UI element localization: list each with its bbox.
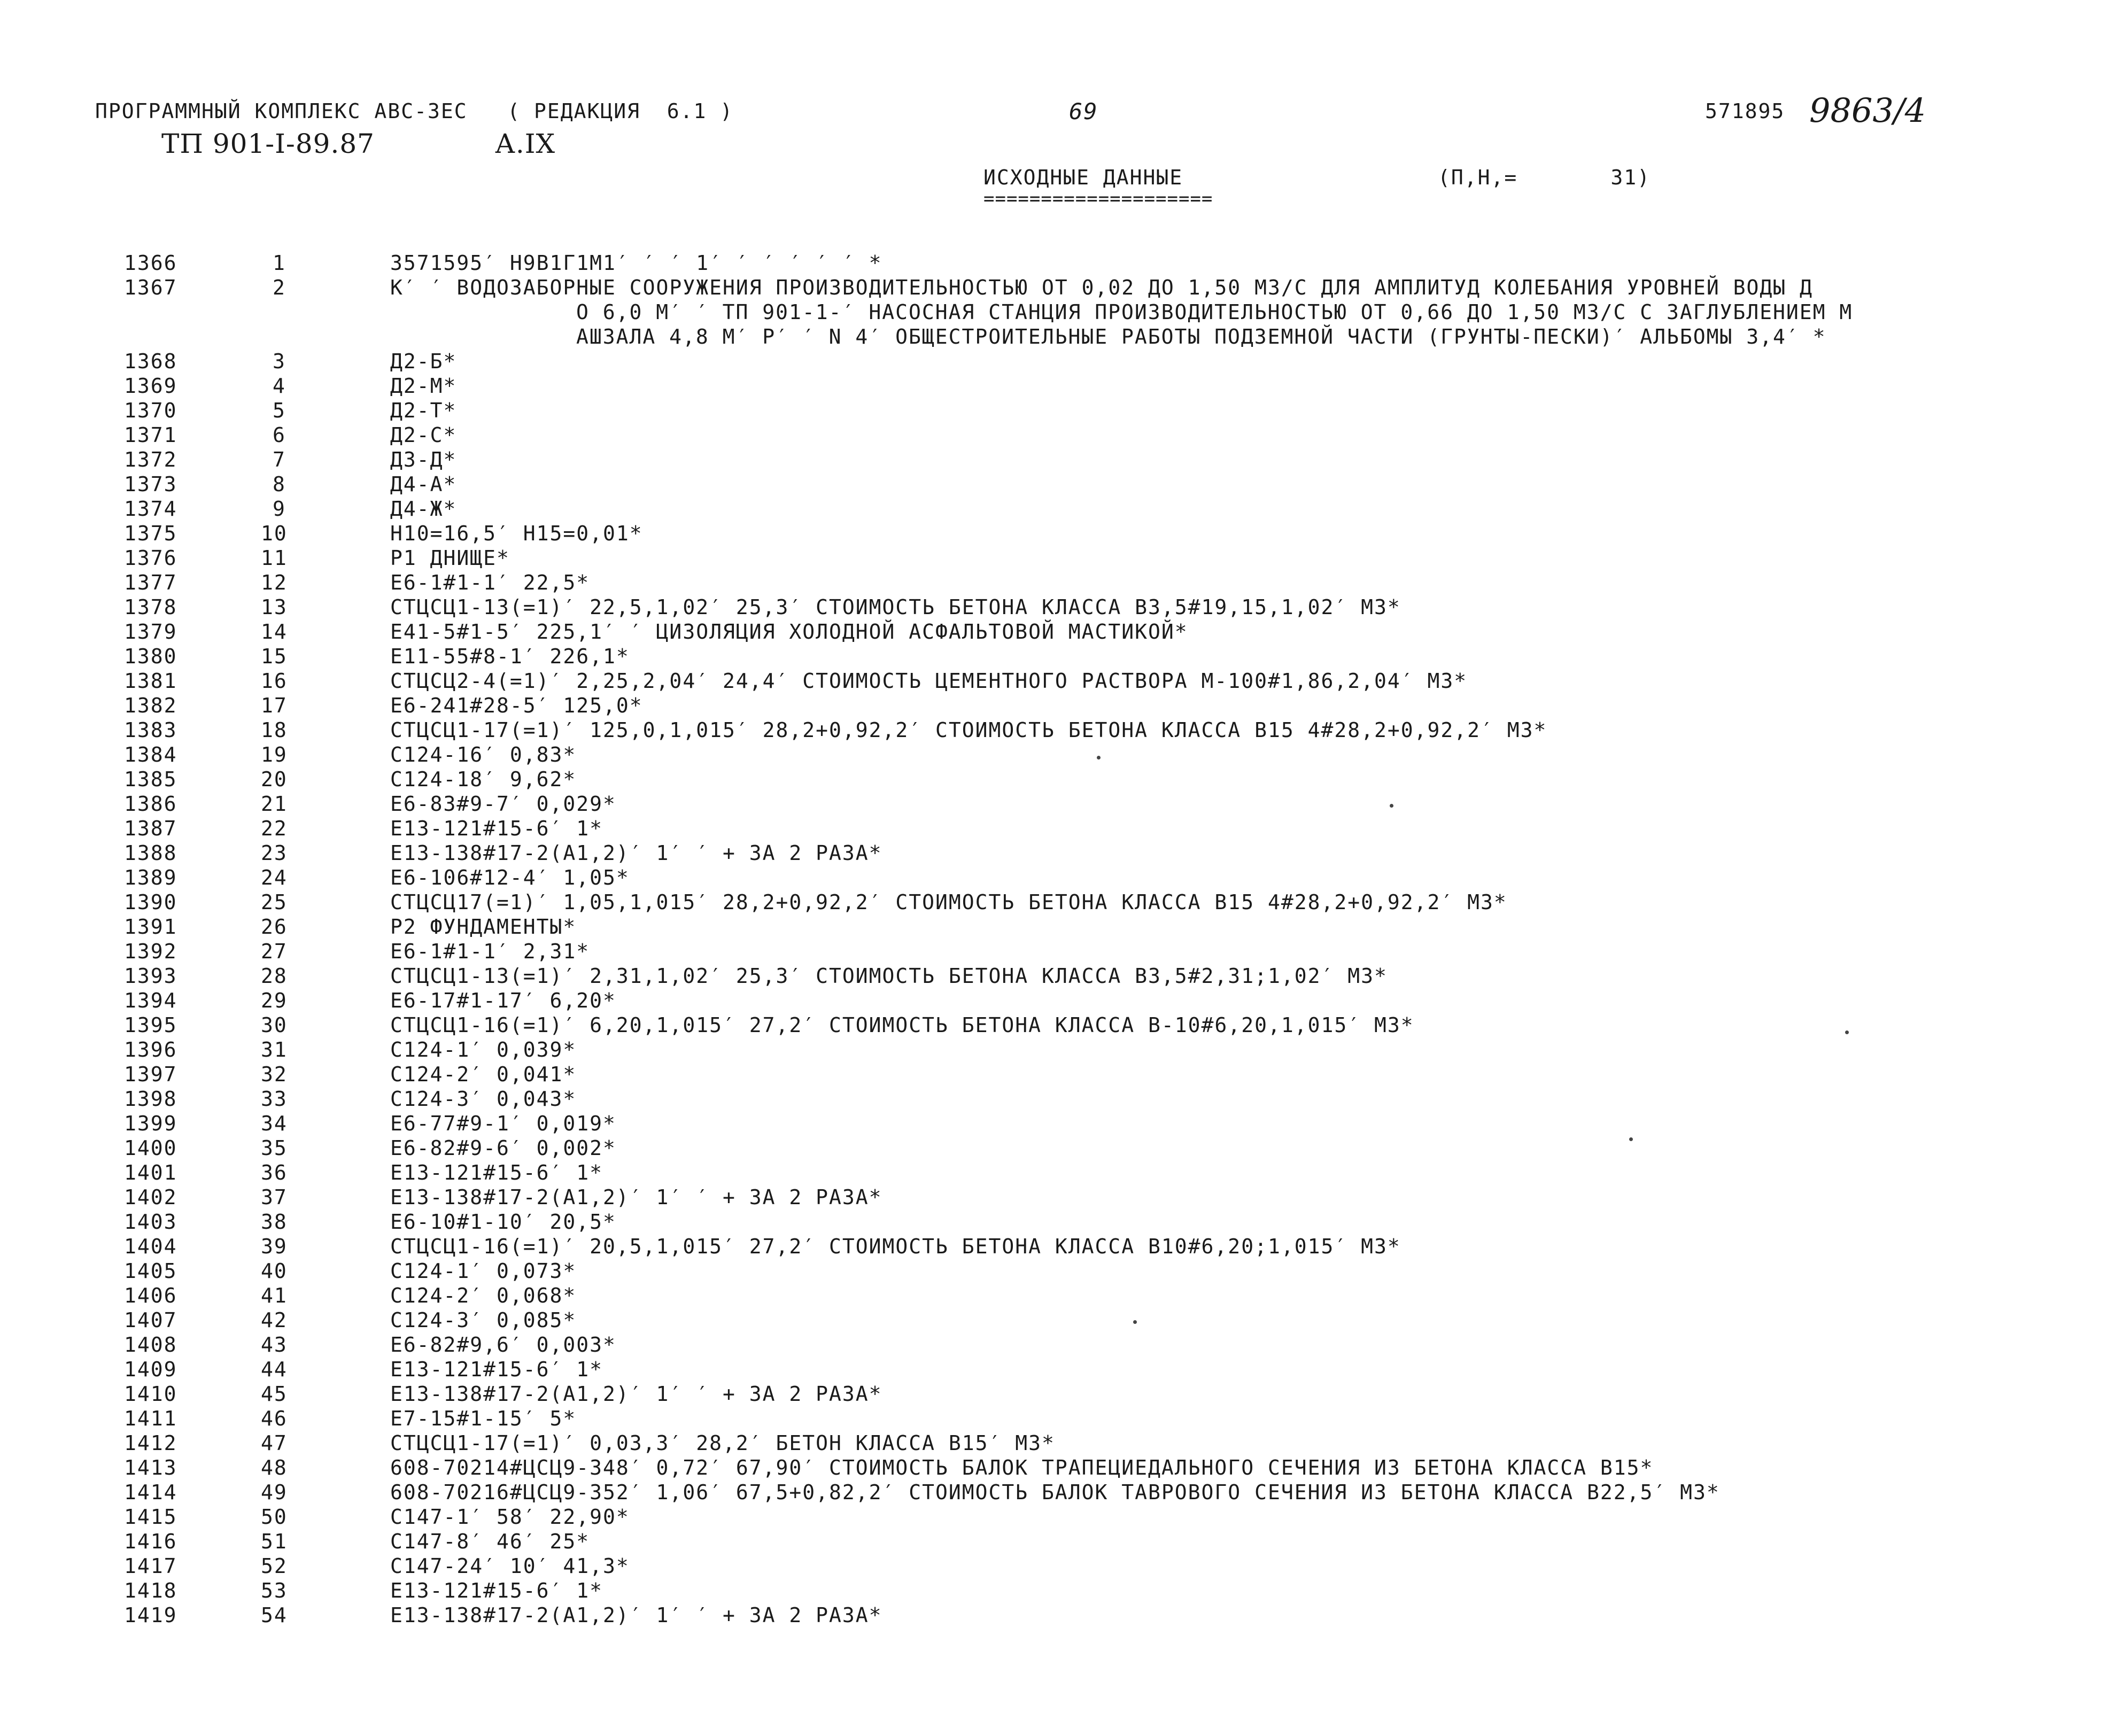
line-number: 34	[261, 1112, 288, 1135]
line-number: 41	[261, 1284, 288, 1307]
line-number: 35	[261, 1136, 288, 1160]
program-header: ПРОГРАММНЫЙ КОМПЛЕКС АВС-ЗЕС ( РЕДАКЦИЯ 6.1 )	[95, 99, 734, 123]
record-text: Е13-121#15-6′ 1*	[390, 1579, 603, 1602]
record-text: Е6-83#9-7′ 0,029*	[390, 792, 616, 816]
line-number: 31	[261, 1038, 288, 1061]
record-text: С124-16′ 0,83*	[390, 743, 577, 766]
sequence-number: 1413	[124, 1456, 177, 1479]
line-number: 1	[273, 251, 286, 275]
record-text: С124-3′ 0,085*	[390, 1308, 577, 1332]
sequence-number: 1389	[124, 866, 177, 889]
sequence-number: 1417	[124, 1554, 177, 1578]
sequence-number: 1405	[124, 1259, 177, 1283]
sequence-number: 1397	[124, 1063, 177, 1086]
line-number: 37	[261, 1185, 288, 1209]
line-number: 46	[261, 1407, 288, 1430]
sequence-number: 1394	[124, 989, 177, 1012]
line-number: 40	[261, 1259, 288, 1283]
record-text: Е6-82#9,6′ 0,003*	[390, 1333, 616, 1357]
record-text: СТЦСЦ1-16(=1)′ 20,5,1,015′ 27,2′ СТОИМОСТЬ БЕТОНА КЛАССА В10#6,20;1,015′ М3*	[390, 1235, 1401, 1258]
line-number: 2	[273, 276, 286, 299]
record-text: Д2-Б*	[390, 350, 457, 373]
print-speck	[1845, 1030, 1849, 1034]
sequence-number: 1368	[124, 350, 177, 373]
sequence-number: 1395	[124, 1013, 177, 1037]
record-text: Е13-138#17-2(А1,2)′ 1′ ′ + ЗА 2 РАЗА*	[390, 1382, 882, 1406]
record-text: Е6-17#1-17′ 6,20*	[390, 989, 616, 1012]
line-number: 28	[261, 964, 288, 988]
line-number: 4	[273, 374, 286, 398]
record-text: С147-1′ 58′ 22,90*	[390, 1505, 630, 1529]
record-text: О 6,0 М′ ′ ТП 901-1-′ НАСОСНАЯ СТАНЦИЯ ПРОИЗВОДИТЕЛЬНОСТЬЮ ОТ 0,66 ДО 1,50 М3/С С ЗАГЛУБЛЕНИЕМ М	[576, 300, 1853, 324]
record-text: Е11-55#8-1′ 226,1*	[390, 645, 630, 668]
line-number: 54	[261, 1603, 288, 1627]
sequence-number: 1402	[124, 1185, 177, 1209]
record-text: Е6-82#9-6′ 0,002*	[390, 1136, 616, 1160]
sequence-number: 1392	[124, 940, 177, 963]
sequence-number: 1418	[124, 1579, 177, 1602]
record-text: 3571595′ Н9В1Г1М1′ ′ ′ 1′ ′ ′ ′ ′ ′ *	[390, 251, 882, 275]
record-text: Е6-241#28-5′ 125,0*	[390, 694, 643, 717]
sequence-number: 1411	[124, 1407, 177, 1430]
sequence-number: 1378	[124, 595, 177, 619]
line-number: 21	[261, 792, 288, 816]
record-text: Е6-106#12-4′ 1,05*	[390, 866, 630, 889]
line-number: 48	[261, 1456, 288, 1479]
record-text: Е6-1#1-1′ 2,31*	[390, 940, 590, 963]
sequence-number: 1387	[124, 817, 177, 840]
sequence-number: 1406	[124, 1284, 177, 1307]
record-text: СТЦСЦ17(=1)′ 1,05,1,015′ 28,2+0,92,2′ СТОИМОСТЬ БЕТОНА КЛАССА В15 4#28,2+0,92,2′ М3*	[390, 890, 1507, 914]
sequence-number: 1370	[124, 399, 177, 422]
record-text: Е6-77#9-1′ 0,019*	[390, 1112, 616, 1135]
record-text: АШЗАЛА 4,8 М′ Р′ ′ N 4′ ОБЩЕСТРОИТЕЛЬНЫЕ РАБОТЫ ПОДЗЕМНОЙ ЧАСТИ (ГРУНТЫ-ПЕСКИ)′ АЛЬБОМЫ 3,4′ *	[576, 325, 1826, 348]
sequence-number: 1383	[124, 718, 177, 742]
line-number: 42	[261, 1308, 288, 1332]
record-text: Д2-М*	[390, 374, 457, 398]
record-text: С124-2′ 0,068*	[390, 1284, 577, 1307]
line-number: 3	[273, 350, 286, 373]
record-text: С124-2′ 0,041*	[390, 1063, 577, 1086]
line-number: 53	[261, 1579, 288, 1602]
handwritten-stamp: 9863/4	[1809, 91, 1926, 130]
record-text: Н10=16,5′ Н15=0,01*	[390, 522, 643, 545]
record-text: Е13-138#17-2(А1,2)′ 1′ ′ + ЗА 2 РАЗА*	[390, 1185, 882, 1209]
sequence-number: 1400	[124, 1136, 177, 1160]
line-number: 5	[273, 399, 286, 422]
line-number: 20	[261, 768, 288, 791]
line-number: 12	[261, 571, 288, 594]
document-code: 571895	[1705, 99, 1785, 123]
record-text: Д4-Ж*	[390, 497, 457, 521]
line-number: 26	[261, 915, 288, 939]
record-text: Д2-Т*	[390, 399, 457, 422]
line-number: 6	[273, 423, 286, 447]
sequence-number: 1372	[124, 448, 177, 471]
line-number: 43	[261, 1333, 288, 1357]
record-text: 608-70214#ЦСЦ9-348′ 0,72′ 67,90′ СТОИМОСТЬ БАЛОК ТРАПЕЦИЕДАЛЬНОГО СЕЧЕНИЯ ИЗ БЕТОНА КЛАССА В15*	[390, 1456, 1654, 1479]
sequence-number: 1408	[124, 1333, 177, 1357]
line-number: 49	[261, 1481, 288, 1504]
line-number: 18	[261, 718, 288, 742]
line-number: 36	[261, 1161, 288, 1184]
line-number: 30	[261, 1013, 288, 1037]
record-text: Д3-Д*	[390, 448, 457, 471]
print-speck	[1133, 1320, 1137, 1324]
sequence-number: 1403	[124, 1210, 177, 1234]
record-text: С124-18′ 9,62*	[390, 768, 577, 791]
sequence-number: 1404	[124, 1235, 177, 1258]
line-number: 10	[261, 522, 288, 545]
record-text: С147-8′ 46′ 25*	[390, 1530, 590, 1553]
line-number: 47	[261, 1431, 288, 1455]
sequence-number: 1380	[124, 645, 177, 668]
sequence-number: 1367	[124, 276, 177, 299]
record-text: СТЦСЦ1-13(=1)′ 2,31,1,02′ 25,3′ СТОИМОСТЬ БЕТОНА КЛАССА В3,5#2,31;1,02′ М3*	[390, 964, 1388, 988]
sequence-number: 1373	[124, 472, 177, 496]
record-text: СТЦСЦ1-16(=1)′ 6,20,1,015′ 27,2′ СТОИМОСТЬ БЕТОНА КЛАССА В-10#6,20,1,015′ М3*	[390, 1013, 1414, 1037]
print-speck	[1097, 756, 1101, 759]
sequence-number: 1399	[124, 1112, 177, 1135]
sequence-number: 1374	[124, 497, 177, 521]
record-text: Е13-121#15-6′ 1*	[390, 1358, 603, 1381]
line-number: 39	[261, 1235, 288, 1258]
record-text: Е13-121#15-6′ 1*	[390, 817, 603, 840]
line-number: 44	[261, 1358, 288, 1381]
line-number: 7	[273, 448, 286, 471]
sequence-number: 1398	[124, 1087, 177, 1111]
record-text: СТЦСЦ2-4(=1)′ 2,25,2,04′ 24,4′ СТОИМОСТЬ ЦЕМЕНТНОГО РАСТВОРА М-100#1,86,2,04′ М3*	[390, 669, 1468, 693]
line-number: 8	[273, 472, 286, 496]
sequence-number: 1366	[124, 251, 177, 275]
sequence-number: 1391	[124, 915, 177, 939]
sequence-number: 1415	[124, 1505, 177, 1529]
line-number: 29	[261, 989, 288, 1012]
sequence-number: 1375	[124, 522, 177, 545]
line-number: 50	[261, 1505, 288, 1529]
record-text: С124-1′ 0,073*	[390, 1259, 577, 1283]
sequence-number: 1385	[124, 768, 177, 791]
sequence-number: 1414	[124, 1481, 177, 1504]
line-number: 38	[261, 1210, 288, 1234]
record-text: Е6-10#1-10′ 20,5*	[390, 1210, 616, 1234]
sequence-number: 1369	[124, 374, 177, 398]
record-text: Е13-138#17-2(А1,2)′ 1′ ′ + ЗА 2 РАЗА*	[390, 1603, 882, 1627]
line-number: 13	[261, 595, 288, 619]
sequence-number: 1407	[124, 1308, 177, 1332]
record-text: С124-1′ 0,039*	[390, 1038, 577, 1061]
line-number: 15	[261, 645, 288, 668]
print-speck	[1629, 1137, 1633, 1141]
sequence-number: 1382	[124, 694, 177, 717]
sequence-number: 1384	[124, 743, 177, 766]
sequence-number: 1412	[124, 1431, 177, 1455]
line-number: 51	[261, 1530, 288, 1553]
sequence-number: 1419	[124, 1603, 177, 1627]
sequence-number: 1390	[124, 890, 177, 914]
record-text: Е7-15#1-15′ 5*	[390, 1407, 577, 1430]
line-number: 16	[261, 669, 288, 693]
title-underline: ====================	[983, 188, 1213, 210]
line-number: 23	[261, 841, 288, 865]
record-text: СТЦСЦ1-17(=1)′ 0,03,3′ 28,2′ БЕТОН КЛАССА В15′ М3*	[390, 1431, 1055, 1455]
line-number: 27	[261, 940, 288, 963]
record-text: СТЦСЦ1-17(=1)′ 125,0,1,015′ 28,2+0,92,2′ СТОИМОСТЬ БЕТОНА КЛАССА В15 4#28,2+0,92,2′ М3*	[390, 718, 1547, 742]
sequence-number: 1409	[124, 1358, 177, 1381]
sequence-number: 1377	[124, 571, 177, 594]
record-text: Е13-121#15-6′ 1*	[390, 1161, 603, 1184]
print-speck	[1390, 804, 1393, 808]
line-number: 32	[261, 1063, 288, 1086]
project-number: ТП 901-I-89.87	[161, 128, 375, 159]
line-number: 17	[261, 694, 288, 717]
line-number: 33	[261, 1087, 288, 1111]
record-text: Е6-1#1-1′ 22,5*	[390, 571, 590, 594]
sequence-number: 1381	[124, 669, 177, 693]
record-text: Р2 ФУНДАМЕНТЫ*	[390, 915, 577, 939]
record-text: С147-24′ 10′ 41,3*	[390, 1554, 630, 1578]
sequence-number: 1401	[124, 1161, 177, 1184]
sequence-number: 1393	[124, 964, 177, 988]
record-text: СТЦСЦ1-13(=1)′ 22,5,1,02′ 25,3′ СТОИМОСТЬ БЕТОНА КЛАССА В3,5#19,15,1,02′ М3*	[390, 595, 1401, 619]
record-text: Д2-С*	[390, 423, 457, 447]
sequence-number: 1388	[124, 841, 177, 865]
line-number: 24	[261, 866, 288, 889]
record-text: С124-3′ 0,043*	[390, 1087, 577, 1111]
line-number: 45	[261, 1382, 288, 1406]
line-number: 11	[261, 546, 288, 570]
sequence-number: 1376	[124, 546, 177, 570]
page-reference: (П,Н,= 31)	[1438, 166, 1651, 189]
page-title: ИСХОДНЫЕ ДАННЫЕ	[983, 166, 1183, 189]
line-number: 25	[261, 890, 288, 914]
record-text: 608-70216#ЦСЦ9-352′ 1,06′ 67,5+0,82,2′ СТОИМОСТЬ БАЛОК ТАВРОВОГО СЕЧЕНИЯ ИЗ БЕТОНА КЛАССА В22,5′ М3*	[390, 1481, 1720, 1504]
sequence-number: 1416	[124, 1530, 177, 1553]
line-number: 52	[261, 1554, 288, 1578]
sequence-number: 1410	[124, 1382, 177, 1406]
page-number: 69	[1069, 98, 1098, 125]
line-number: 14	[261, 620, 288, 644]
line-number: 19	[261, 743, 288, 766]
line-number: 22	[261, 817, 288, 840]
section-label: А.IX	[495, 128, 556, 159]
record-text: К′ ′ ВОДОЗАБОРНЫЕ СООРУЖЕНИЯ ПРОИЗВОДИТЕЛЬНОСТЬЮ ОТ 0,02 ДО 1,50 М3/С ДЛЯ АМПЛИТУД КОЛЕБАНИЯ УРОВНЕЙ ВОДЫ Д	[390, 276, 1813, 299]
line-number: 9	[273, 497, 286, 521]
record-text: Е13-138#17-2(А1,2)′ 1′ ′ + ЗА 2 РАЗА*	[390, 841, 882, 865]
sequence-number: 1386	[124, 792, 177, 816]
sequence-number: 1379	[124, 620, 177, 644]
record-text: Д4-А*	[390, 472, 457, 496]
record-text: Р1 ДНИЩЕ*	[390, 546, 510, 570]
sequence-number: 1396	[124, 1038, 177, 1061]
sequence-number: 1371	[124, 423, 177, 447]
record-text: Е41-5#1-5′ 225,1′ ′ ЦИЗОЛЯЦИЯ ХОЛОДНОЙ АСФАЛЬТОВОЙ МАСТИКОЙ*	[390, 620, 1188, 644]
